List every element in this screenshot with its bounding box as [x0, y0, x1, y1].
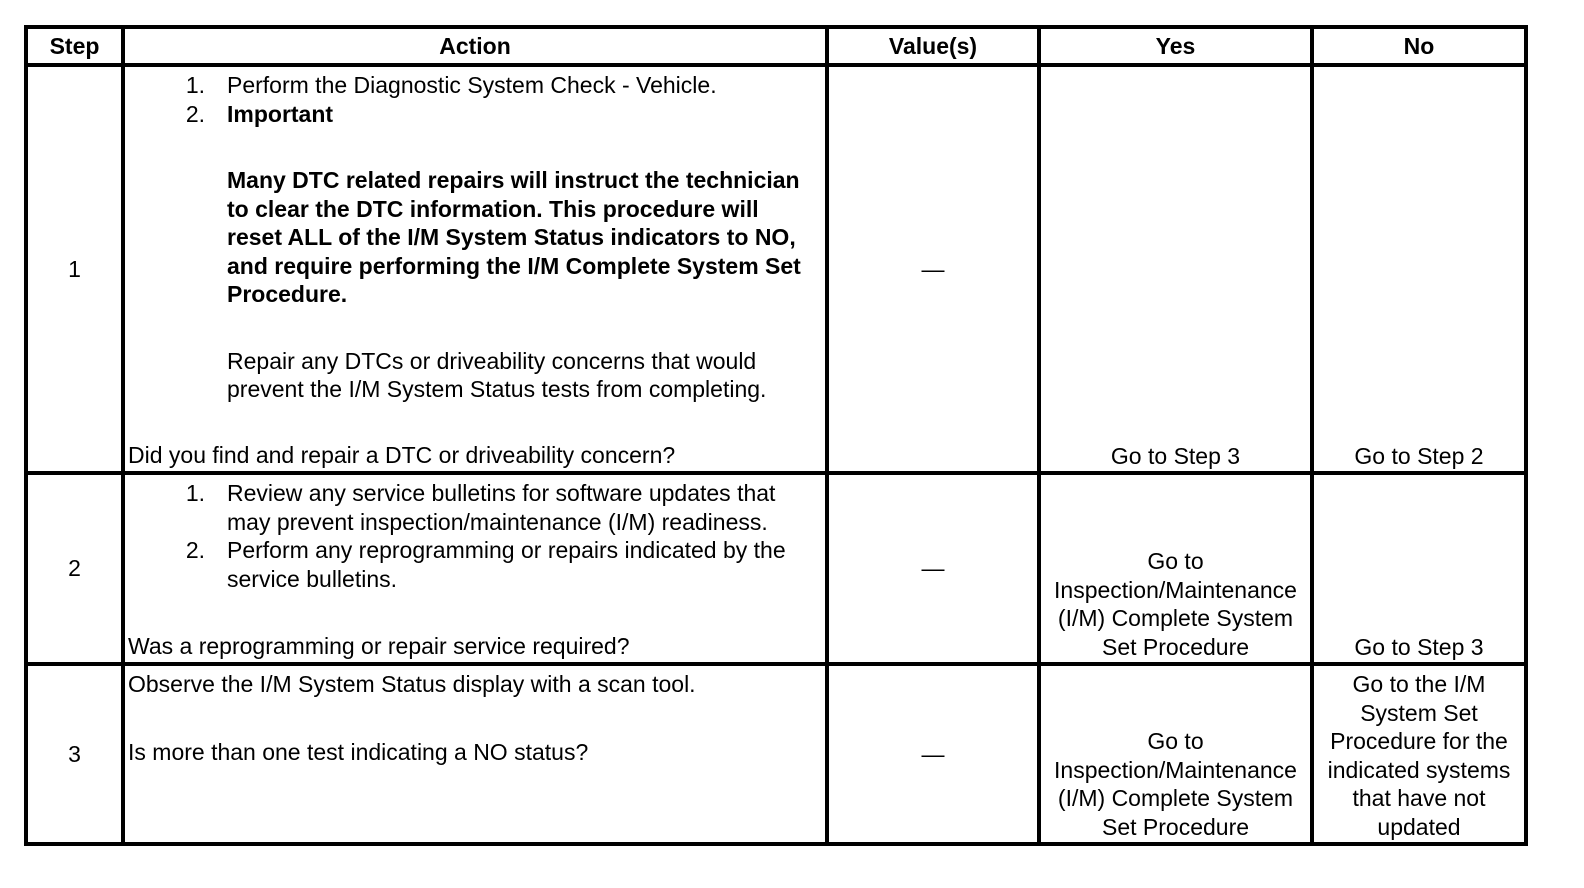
step-number: 2 — [26, 473, 123, 664]
yes-text: Go to Inspection/Maintenance (I/M) Complete System Set Procedure — [1054, 728, 1297, 840]
no-cell — [1312, 65, 1526, 473]
table-row — [26, 65, 1526, 473]
no-text: Go to Step 2 — [1354, 442, 1484, 469]
action-list — [125, 67, 825, 128]
action-cell — [123, 664, 827, 844]
list-item-number: 1. — [185, 480, 205, 506]
no-cell — [1312, 473, 1526, 664]
no-cell — [1312, 664, 1526, 844]
list-item-text: Review any service bulletins for software updates that may prevent inspection/maintenance (I/M) readiness. — [227, 480, 776, 535]
list-item — [125, 100, 825, 129]
list-item-text: Perform any reprogramming or repairs indicated by the service bulletins. — [227, 537, 786, 592]
question-text: Was a reprogramming or repair service required? — [128, 632, 630, 659]
action-cell — [123, 65, 827, 473]
question-text: Did you find and repair a DTC or driveability concern? — [128, 441, 676, 468]
table-row — [26, 664, 1526, 844]
step-number: 3 — [26, 664, 123, 844]
list-item — [125, 479, 825, 536]
list-item-number: 2. — [185, 100, 205, 127]
yes-cell — [1039, 65, 1312, 473]
header-row — [26, 27, 1526, 65]
yes-text: Go to Inspection/Maintenance (I/M) Complete System Set Procedure — [1054, 548, 1297, 660]
yes-cell — [1039, 473, 1312, 664]
instruction-text: Observe the I/M System Status display with a scan tool. — [128, 671, 696, 697]
no-text: Go to the I/M System Set Procedure for the indicated systems that have not updated — [1327, 671, 1511, 840]
action-list — [125, 475, 825, 593]
header-no: No — [1312, 27, 1526, 65]
header-yes: Yes — [1039, 27, 1312, 65]
list-item-number: 1. — [185, 72, 205, 98]
important-label: Important — [227, 100, 334, 127]
value-cell: — — [827, 473, 1039, 664]
header-step: Step — [26, 27, 123, 65]
list-item — [125, 536, 825, 593]
question-text: Is more than one test indicating a NO status? — [128, 738, 589, 765]
no-text: Go to Step 3 — [1354, 633, 1484, 660]
value-cell: — — [827, 65, 1039, 473]
list-item-text: Perform the Diagnostic System Check - Vehicle. — [227, 72, 717, 98]
list-item-number: 2. — [185, 537, 205, 563]
step-number: 1 — [26, 65, 123, 473]
list-item — [125, 71, 825, 100]
yes-text: Go to Step 3 — [1110, 442, 1241, 469]
header-action: Action — [123, 27, 827, 65]
diagnostic-table — [24, 25, 1528, 846]
table-row — [26, 473, 1526, 664]
value-cell: — — [827, 664, 1039, 844]
important-note: Many DTC related repairs will instruct the technician to clear the DTC information. This procedure will reset ALL of the I/M System Status indicators to NO, and require performing the I/M Complete System Set Procedure. — [227, 167, 801, 307]
header-values: Value(s) — [827, 27, 1039, 65]
yes-cell — [1039, 664, 1312, 844]
action-cell — [123, 473, 827, 664]
repair-note: Repair any DTCs or driveability concerns that would prevent the I/M System Status tests from completing. — [227, 347, 767, 402]
